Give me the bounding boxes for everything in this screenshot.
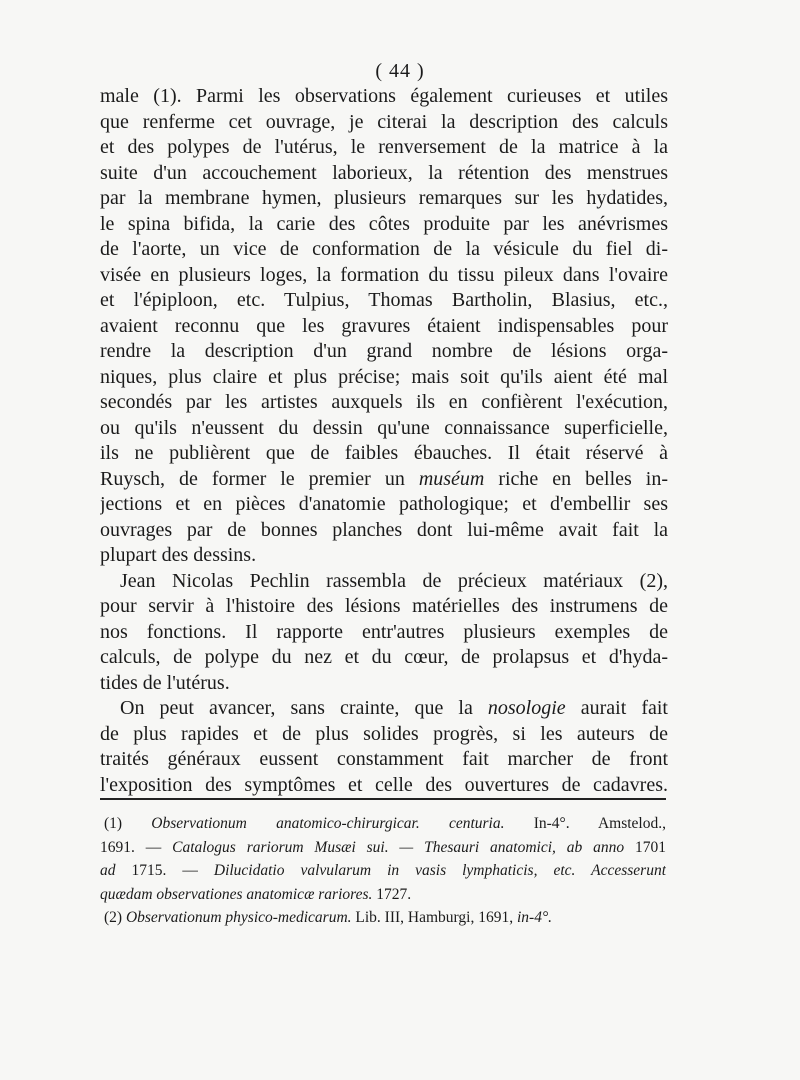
text-line: male (1). Parmi les observations également curieuses et utiles <box>100 85 668 107</box>
text-segment: Ruysch, de former le premier un <box>100 467 419 490</box>
text-segment: riche en belles in- <box>484 467 668 490</box>
footnote-2-line <box>100 906 666 930</box>
footnote-title: Catalogus rariorum Musæi sui. — Thesauri anatomici, ab anno <box>172 838 625 856</box>
footnote-text: In-4°. Amstelod., <box>504 815 666 832</box>
text-line <box>100 467 668 493</box>
footnote-title: in-4°. <box>516 909 553 926</box>
footnote-1-line <box>100 836 666 860</box>
text-line <box>100 696 668 722</box>
text-line: de l'aorte, un vice de conformation de la vésicule du fiel di- <box>100 238 668 260</box>
text-segment: aurait fait <box>565 697 668 719</box>
footnote-title: ad <box>100 862 116 879</box>
footnote-text: 1701 <box>624 838 666 856</box>
text-line: jections et en pièces d'anatomie pathologique; et d'embellir ses <box>100 493 668 515</box>
footnote-title: Dilucidatio valvularum in vasis lymphaticis, etc. Accesserunt <box>213 862 666 879</box>
footnote-title: Observationum physico-medicarum. <box>125 909 352 926</box>
footnote-marker: (2) <box>104 909 126 926</box>
text-line: rendre la description d'un grand nombre de lésions orga- <box>100 340 668 362</box>
text-segment: On peut avancer, sans crainte, que la <box>120 697 488 719</box>
text-line: niques, plus claire et plus précise; mais soit qu'ils aient été mal <box>100 365 668 388</box>
text-line: et l'épiploon, etc. Tulpius, Thomas Bartholin, Blasius, etc., <box>100 289 668 311</box>
footnote-1-line <box>100 859 666 883</box>
footnote-1-line <box>100 812 666 836</box>
text-line: ils ne publièrent que de faibles ébauches. Il était réservé à <box>100 442 668 464</box>
footnote-text: 1691. — <box>100 838 173 856</box>
footnote-title: quædam observationes anatomicæ rariores. <box>100 885 373 903</box>
text-line: calculs, de polype du nez et du cœur, de prolapsus et d'hyda- <box>100 646 668 668</box>
italic-term-nosologie: nosologie <box>487 697 566 719</box>
footnote-text: 1715. — <box>115 862 214 879</box>
text-line: par la membrane hymen, plusieurs remarques sur les hydatides, <box>100 187 668 209</box>
text-line: que renferme cet ouvrage, je citerai la description des calculs <box>100 110 668 133</box>
text-line: le spina bifida, la carie des côtes produite par les anévrismes <box>100 212 668 235</box>
text-line: nos fonctions. Il rapporte entr'autres plusieurs exemples de <box>100 620 668 643</box>
body-text <box>100 84 668 798</box>
text-line: et des polypes de l'utérus, le renversement de la matrice à la <box>100 136 668 158</box>
footnote-marker: (1) <box>104 815 152 832</box>
text-line: plupart des dessins. <box>100 544 257 566</box>
text-line: de plus rapides et de plus solides progrès, si les auteurs de <box>100 722 668 745</box>
page-number: ( 44 ) <box>375 60 425 82</box>
text-line: suite d'un accouchement laborieux, la rétention des menstrues <box>100 161 668 184</box>
italic-term-museum: muséum <box>418 467 485 490</box>
text-line: pour servir à l'histoire des lésions matérielles des instrumens de <box>100 595 668 617</box>
footnote-text: 1727. <box>372 885 412 903</box>
text-line: Jean Nicolas Pechlin rassembla de précieux matériaux (2), <box>120 569 668 592</box>
text-line: ouvrages par de bonnes planches dont lui-même avait fait la <box>100 518 668 541</box>
text-line: visée en plusieurs loges, la formation du tissu pileux dans l'ovaire <box>100 263 668 286</box>
text-line: traités généraux eussent constamment fait marcher de front <box>100 748 668 770</box>
footnote-title: Observationum anatomico-chirurgicar. centuria. <box>151 815 505 832</box>
footnote-divider <box>100 798 666 800</box>
footnotes <box>100 812 666 930</box>
text-line: tides de l'utérus. <box>100 671 230 694</box>
text-line: secondés par les artistes auxquels ils en confièrent l'exécution, <box>100 391 668 413</box>
footnote-text: Lib. III, Hamburgi, 1691, <box>351 909 517 926</box>
text-line: ou qu'ils n'eussent du dessin qu'une connaissance superficielle, <box>100 416 668 439</box>
text-line: avaient reconnu que les gravures étaient indispensables pour <box>100 314 668 337</box>
text-line: l'exposition des symptômes et celle des ouvertures de cadavres. <box>100 773 668 796</box>
footnote-1-line <box>100 883 666 907</box>
